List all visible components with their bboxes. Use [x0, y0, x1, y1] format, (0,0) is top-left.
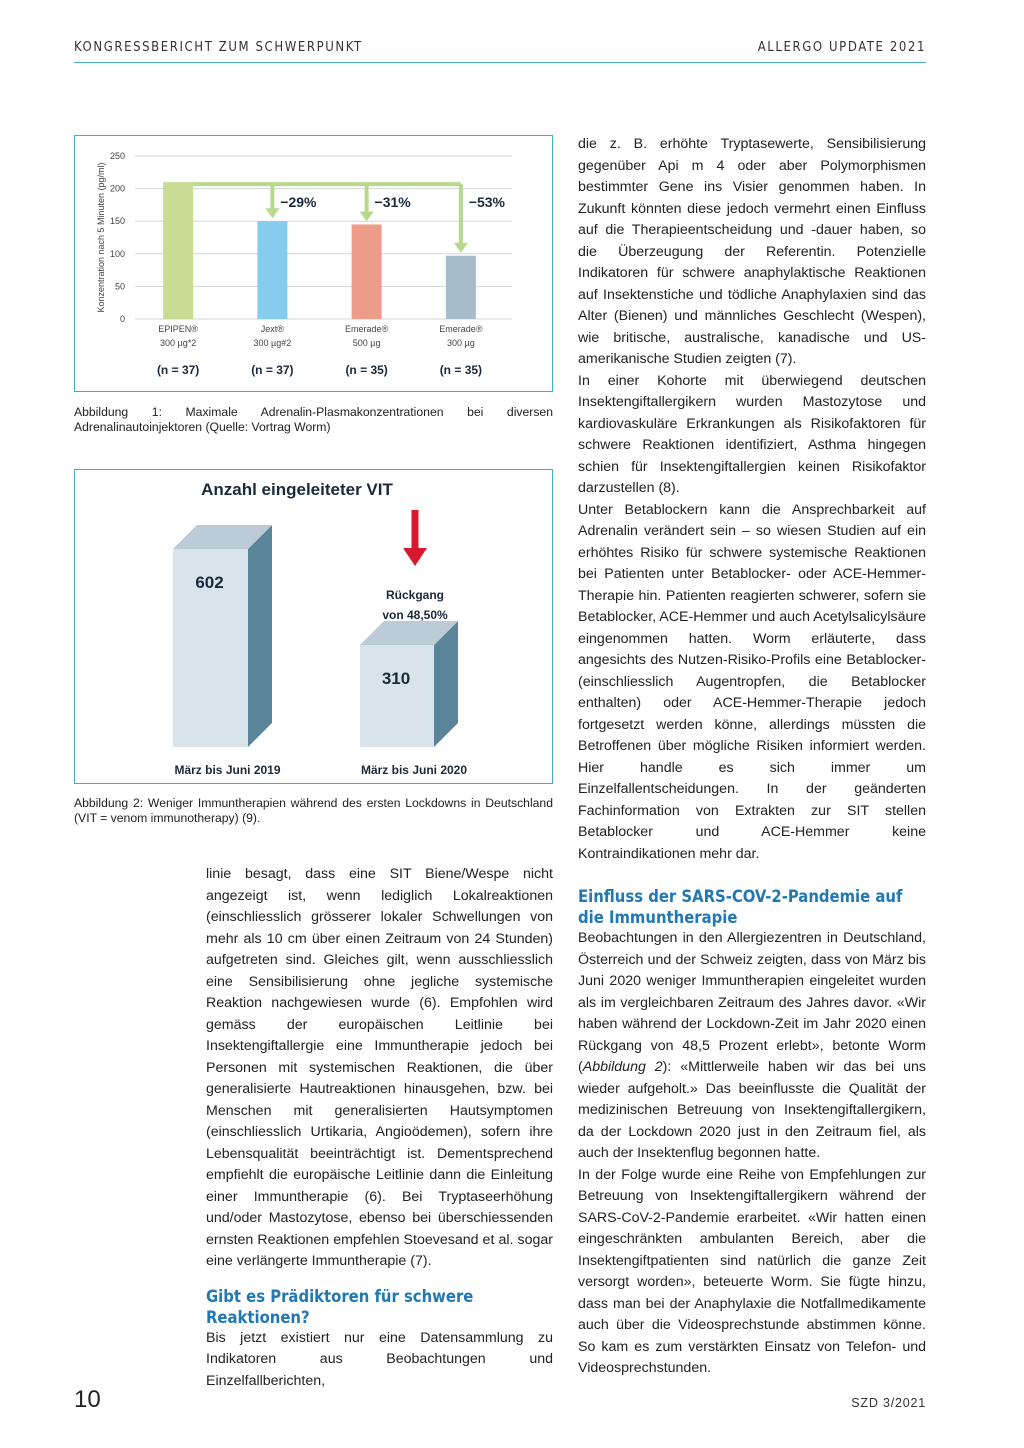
figure-2-chart: [75, 470, 552, 783]
sample-size-label: (n = 37): [251, 363, 294, 377]
paragraph: linie besagt, dass eine SIT Biene/Wespe nicht angezeigt ist, wenn lediglich Lokalreaktionen (einschliesslich grösserer lokaler Schwellungen von mehr als 10 cm über einen Zeitraum von 24 Stunden) aufgetreten sind. Gleiches gilt, wenn ausschliesslich eine Sensibilisierung ohne jegliche systemische Reaktion nachgewiesen wurde (6). Empfohlen wird gemäss der europäischen Leitlinie bei Insektengiftallergie eine Immuntherapie jedoch bei Personen mit systemischen Reaktionen, die über generalisierte Hautreaktionen hinausgehen, bzw. bei Menschen mit generalisierten Hautsymptomen (einschliesslich Urtikaria, Angioödemen), sofern ihre Lebensqualität beeinträchtigt ist. Dementsprechend empfiehlt die europäische Leitlinie dann die Einleitung einer Immuntherapie (6). Bei Tryptaseerhöhung und/oder Mastozytose, ebenso bei überschiessenden ernsten Reaktionen empfehlen Stoevesand et al. sogar eine verlängerte Immuntherapie (7).: [206, 866, 553, 1269]
figure-1-frame: [74, 135, 553, 392]
right-text-column: [578, 134, 926, 1380]
y-tick-label: 200: [109, 183, 125, 194]
page-number: 10: [74, 1386, 101, 1413]
paragraph: Unter Betablockern kann die Ansprechbarkeit auf Adrenalin verändert sein – so wiesen Studien auf ein erhöhtes Risiko für schwere systemische Reaktionen bei Patienten unter Betablocker- oder ACE-Hemmer-Therapie hin. Patienten reagierten schwerer, sofern sie Betablocker, ACE-Hemmer und auch Acetylsalicylsäure eingenommen hatten. Worm erläuterte, dass angesichts des Nutzen-Risiko-Profils eine Betablocker- (einschliesslich Augentropfen, die Betablocker enthalten) oder ACE-Hemmer-Therapie jedoch fortgesetzt werden könne, allerdings müssten die Betroffenen über mögliche Risiken informiert werden. Hier handle es sich immer um Einzelfallentscheidungen. In der geänderten Fachinformation von Extrakten zur SIT stellen Betablocker und ACE-Hemmer keine Kontraindikationen mehr dar.: [578, 501, 926, 862]
paragraph: Bis jetzt existiert nur eine Datensammlung zu Indikatoren aus Beobachtungen und Einzelfallberichten,: [206, 1329, 553, 1389]
issue-label: SZD 3/2021: [851, 1396, 926, 1410]
bar: [257, 221, 287, 319]
decrease-annotation: von 48,50%: [382, 608, 448, 622]
decrease-arrow-stem: [412, 510, 419, 550]
y-tick-label: 100: [109, 248, 125, 259]
decrease-annotation: Rückgang: [385, 588, 445, 602]
figure-2-caption: Abbildung 2: Weniger Immuntherapien während des ersten Lockdowns in Deutschland (VIT = venom immunotherapy) (9).: [74, 796, 553, 825]
x-tick-label: EPIPEN®: [158, 324, 198, 334]
comparison-arrow-head: [454, 243, 468, 253]
paragraph: [578, 928, 926, 1165]
figure-reference: Abbildung 2: [582, 1059, 663, 1075]
bar-value-label: 602: [195, 573, 224, 592]
running-header-right: ALLERGO UPDATE 2021: [757, 40, 926, 55]
percent-change-label: −29%: [280, 194, 317, 211]
x-tick-label: Emerade®: [439, 324, 483, 334]
x-tick-sublabel: 500 µg: [352, 338, 381, 348]
percent-change-label: −31%: [374, 194, 411, 211]
bar-value-label: 310: [381, 669, 411, 689]
header-rule: [74, 62, 926, 63]
comparison-arrow-head: [265, 208, 279, 218]
figure-1-caption: Abbildung 1: Maximale Adrenalin-Plasmakonzentrationen bei diversen Adrenalinautoinjektoren (Quelle: Vortrag Worm): [74, 405, 553, 434]
sample-size-label: (n = 35): [439, 363, 483, 377]
y-tick-label: 250: [109, 151, 125, 161]
percent-change-label: −53%: [468, 194, 505, 211]
chart-title: Anzahl eingeleiteter VIT: [201, 480, 393, 499]
section-heading: Einfluss der SARS-COV-2-Pandemie auf die Immuntherapie: [578, 887, 903, 927]
y-axis-label: Konzentration nach 5 Minuten (pg/ml): [96, 162, 106, 313]
decrease-arrow-head: [403, 548, 427, 566]
y-tick-label: 0: [119, 314, 125, 324]
left-text-column: [206, 864, 553, 1392]
sample-size-label: (n = 37): [156, 363, 200, 377]
x-tick-label: Jext®: [260, 324, 284, 334]
comparison-arrow-head: [360, 211, 374, 221]
x-tick-sublabel: 300 µg#2: [253, 338, 292, 348]
bar: [360, 645, 434, 747]
running-header-left: KONGRESSBERICHT ZUM SCHWERPUNKT: [74, 40, 363, 55]
bar-side: [248, 525, 272, 747]
figure-2-frame: [74, 469, 553, 784]
bar: [446, 256, 476, 319]
paragraph: die z. B. erhöhte Tryptasewerte, Sensibilisierung gegenüber Api m 4 oder aber Polymorphismen bestimmter Gene ins Visier genommen haben. In Zukunft könnten diese jedoch vermehrt einen Einfluss auf die Therapieentscheidung und -dauer haben, so die Überzeugung der Referentin. Potenzielle Indikatoren für schwere anaphylaktische Reaktionen auf Insektenstiche und tödliche Anaphylaxien sind das Alter (Bienen) und männliches Geschlecht (Wespen), wie britische, australische, kanadische und US-amerikanische Studien zeigten (7).: [578, 136, 926, 367]
y-tick-label: 150: [109, 216, 125, 227]
sample-size-label: (n = 35): [345, 363, 388, 377]
x-category-label: März bis Juni 2019: [174, 763, 281, 777]
bar: [352, 224, 382, 319]
figure-1-chart: [75, 136, 552, 391]
section-heading: Gibt es Prädiktoren für schwere Reaktionen?: [206, 1286, 474, 1327]
x-category-label: März bis Juni 2020: [360, 763, 468, 777]
x-tick-label: Emerade®: [345, 324, 389, 334]
bar: [163, 182, 193, 319]
text-run: Beobachtungen in den Allergiezentren in Deutschland, Österreich und der Schweiz zeigten, dass von März bis Juni 2020 weniger Immuntherapien eingeleitet wurden als im vergleichbaren Zeitraum des Jahres davor. «Wir haben während der Lockdown-Zeit im Jahr 2020 einen Rückgang von 48,5 Prozent erlebt», betonte Worm (: [578, 930, 926, 1075]
text-run: ): «Mittlerweile haben wir das bei uns wieder aufgeholt.» Das beeinflusste die Qualität der medizinischen Betreuung von Insektengiftallergikern, da der Lockdown 2020 just in den Zeitraum fiel, als auch der Insektenflug begonnen hatte.: [578, 1059, 926, 1161]
paragraph: In einer Kohorte mit überwiegend deutschen Insektengiftallergikern wurden Mastozytose und kardiovaskuläre Erkrankungen als Risikofaktoren für schwere Reaktionen identifiziert, Asthma hingegen schien für Insektengiftallergien keinen Risikofaktor darzustellen (8).: [578, 372, 926, 496]
y-tick-label: 50: [114, 281, 125, 292]
x-tick-sublabel: 300 µg: [447, 338, 475, 348]
paragraph: In der Folge wurde eine Reihe von Empfehlungen zur Betreuung von Insektengiftallergikern während der SARS-CoV-2-Pandemie erarbeitet. «Wir hatten einen eingeschränkten ambulanten Bereich, aber die Insektengiftpatienten sind natürlich die ganze Zeit versorgt worden», beteuerte Worm. Sie fügte hinzu, dass man bei der Anaphylaxie die Notfallmedikamente auch über die Videosprechstunde abstimmen könne. So kam es zum verstärkten Einsatz von Telefon- und Videosprechstunden.: [578, 1166, 926, 1376]
x-tick-sublabel: 300 µg*2: [160, 338, 197, 348]
